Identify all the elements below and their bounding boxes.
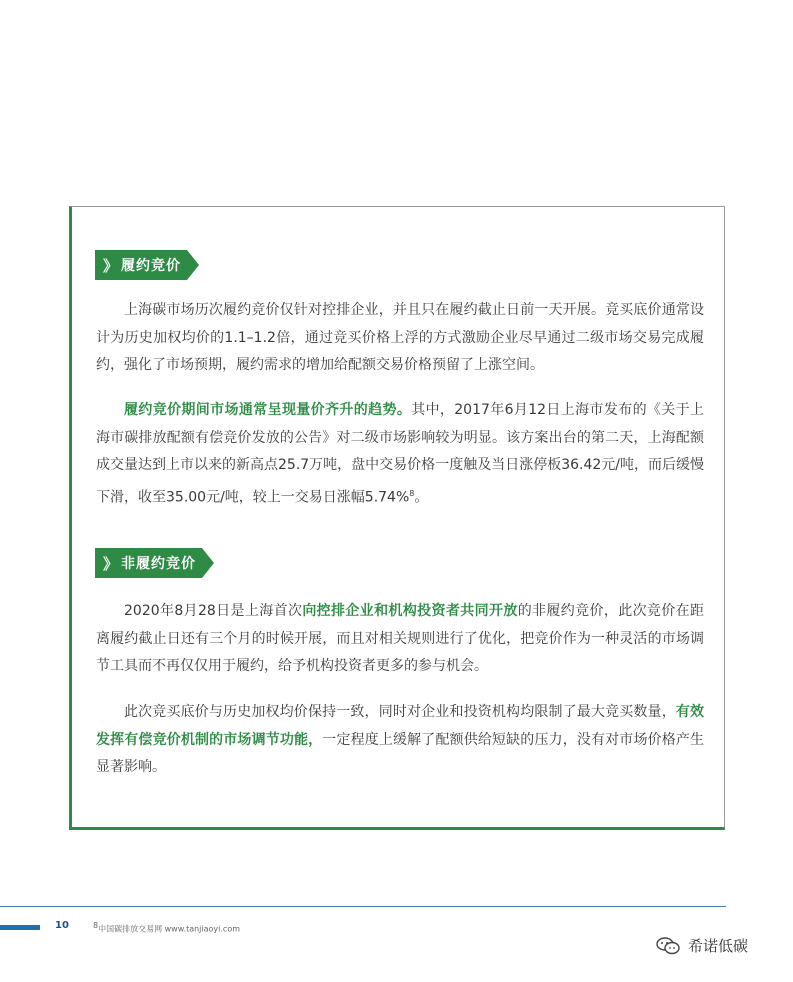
paragraph [96, 699, 704, 782]
paragraph [96, 598, 704, 681]
double-chevron-icon: 》 [103, 256, 116, 275]
section-tag-body [95, 548, 202, 578]
paragraph-text: 2020年8月28日是上海首次 [124, 603, 303, 619]
section-tag-lvyue [95, 250, 199, 280]
section-tag-body [95, 250, 187, 280]
paragraph-end: 。 [414, 489, 429, 506]
double-chevron-icon: 》 [103, 554, 116, 573]
footnote-ref: 8 [409, 488, 415, 498]
footnote-mark: 8 [93, 921, 99, 930]
footer-accent-bar [0, 925, 40, 930]
highlight-text: 有效发挥有偿竞价机制的市场调节功能， [96, 704, 705, 748]
page-number: 10 [55, 920, 69, 931]
section-title: 非履约竞价 [121, 556, 197, 572]
paragraph-text: 上海碳市场历次履约竞价仅针对控排企业，并且只在履约截止日前一天开展。竞买底价通常设计为历史加权均价的1.1–1.2倍，通过竞买价格上浮的方式激励企业尽早通过二级市场交易完成履约，强化了市场预期，履约需求的增加给配额交易价格预留了上涨空间。 [96, 302, 704, 373]
footnote [93, 921, 240, 935]
section-tag-tip [187, 250, 199, 280]
section-title: 履约竞价 [121, 258, 182, 274]
footnote-text: 中国碳排放交易网 www.tanjiaoyi.com [98, 924, 241, 934]
paragraph-text: 其中，2017年6月12日上海市发布的《关于上海市碳排放配额有偿竞价发放的公告》对二级市场影响较为明显。该方案出台的第二天，上海配额成交量达到上市以来的新高点25.7万吨，盘中交易价格一度触及当日涨停板36.42元/吨，而后缓慢下滑，收至35.00元/吨，较上一交易日涨幅5.74% [96, 402, 704, 506]
brand-watermark [656, 935, 748, 956]
brand-name: 希诺低碳 [688, 937, 749, 955]
section-tag-feilvyue [95, 548, 214, 578]
wechat-icon [656, 937, 680, 955]
paragraph-text: 此次竞买底价与历史加权均价保持一致，同时对企业和投资机构均限制了最大竞买数量， [124, 704, 676, 720]
section-tag-tip [202, 548, 214, 578]
paragraph-text: 的非履约竞价，此次竞价在距离履约截止日还有三个月的时候开展，而且对相关规则进行了优化，把竞价作为一种灵活的市场调节工具而不再仅仅用于履约，给予机构投资者更多的参与机会。 [96, 603, 705, 674]
paragraph-text: 一定程度上缓解了配额供给短缺的压力，没有对市场价格产生显著影响。 [96, 731, 705, 775]
highlight-text: 向控排企业和机构投资者共同开放 [302, 603, 518, 619]
footer-divider [0, 906, 726, 907]
paragraph [96, 397, 704, 512]
paragraph [96, 297, 704, 380]
highlight-text: 履约竞价期间市场通常呈现量价齐升的趋势。 [124, 402, 412, 418]
